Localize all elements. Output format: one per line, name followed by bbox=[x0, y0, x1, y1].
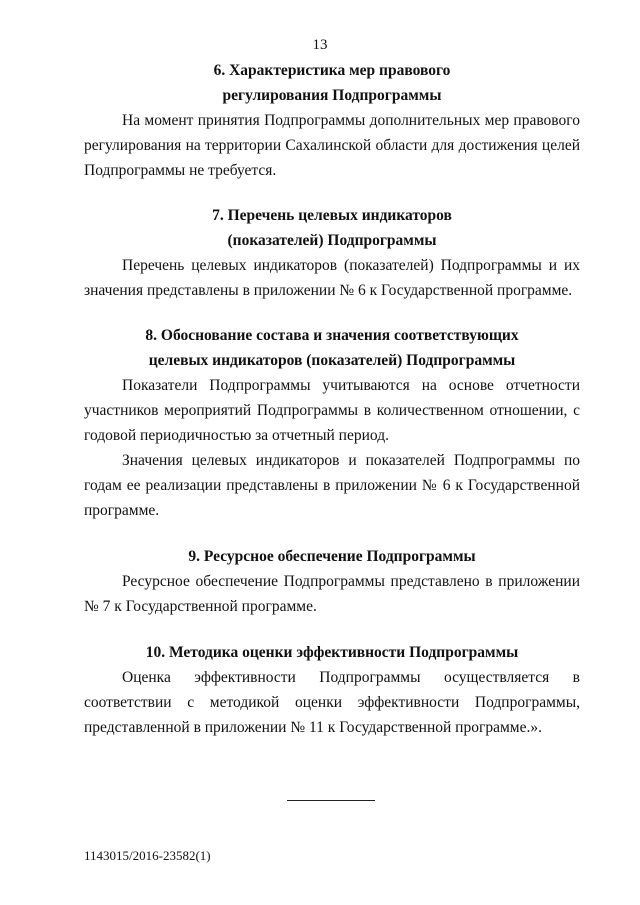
heading-line: 7. Перечень целевых индикаторов bbox=[212, 207, 452, 224]
heading-line: регулирования Подпрограммы bbox=[222, 87, 442, 104]
paragraph: Перечень целевых индикаторов (показателей) Подпрограммы и их значения представлены в приложении № 6 к Государственной программе. bbox=[84, 257, 580, 299]
section-9-resource-support bbox=[84, 544, 580, 619]
heading-line: 10. Методика оценки эффективности Подпрограммы bbox=[145, 644, 519, 661]
page-content bbox=[84, 58, 580, 740]
paragraph: Показатели Подпрограммы учитываются на основе отчетности участников мероприятий Подпрограммы в количественном отношении, с годовой периодичностью за отчетный период. bbox=[84, 377, 580, 444]
heading-line: 9. Ресурсное обеспечение Подпрограммы bbox=[188, 548, 476, 565]
paragraph: Значения целевых индикаторов и показателей Подпрограммы по годам ее реализации представлены в приложении № 6 к Государственной программе. bbox=[84, 452, 580, 519]
section-8-indicators-rationale bbox=[84, 323, 580, 523]
section-heading bbox=[84, 203, 580, 253]
paragraph: Ресурсное обеспечение Подпрограммы представлено в приложении № 7 к Государственной программе. bbox=[84, 573, 580, 615]
section-heading bbox=[84, 640, 580, 665]
section-heading bbox=[84, 544, 580, 569]
section-heading bbox=[84, 323, 580, 373]
section-10-efficiency-methodology bbox=[84, 640, 580, 740]
end-divider bbox=[287, 800, 375, 801]
heading-line: (показателей) Подпрограммы bbox=[227, 232, 437, 249]
paragraph: На момент принятия Подпрограммы дополнительных мер правового регулирования на территории Сахалинской области для достижения целей Подпрограммы не требуется. bbox=[84, 112, 580, 179]
paragraph: Оценка эффективности Подпрограммы осуществляется в соответствии с методикой оценки эффективности Подпрограммы, представленной в приложении № 11 к Государственной программе.». bbox=[84, 669, 580, 736]
document-code: 1143015/2016-23582(1) bbox=[84, 848, 211, 863]
heading-line: 6. Характеристика мер правового bbox=[213, 62, 451, 79]
section-7-target-indicators bbox=[84, 203, 580, 303]
heading-line: целевых индикаторов (показателей) Подпрограммы bbox=[148, 352, 516, 369]
section-heading bbox=[84, 58, 580, 108]
heading-line: 8. Обоснование состава и значения соответствующих bbox=[145, 327, 519, 344]
page-number: 13 bbox=[312, 37, 328, 53]
section-6-legal-regulation bbox=[84, 58, 580, 183]
